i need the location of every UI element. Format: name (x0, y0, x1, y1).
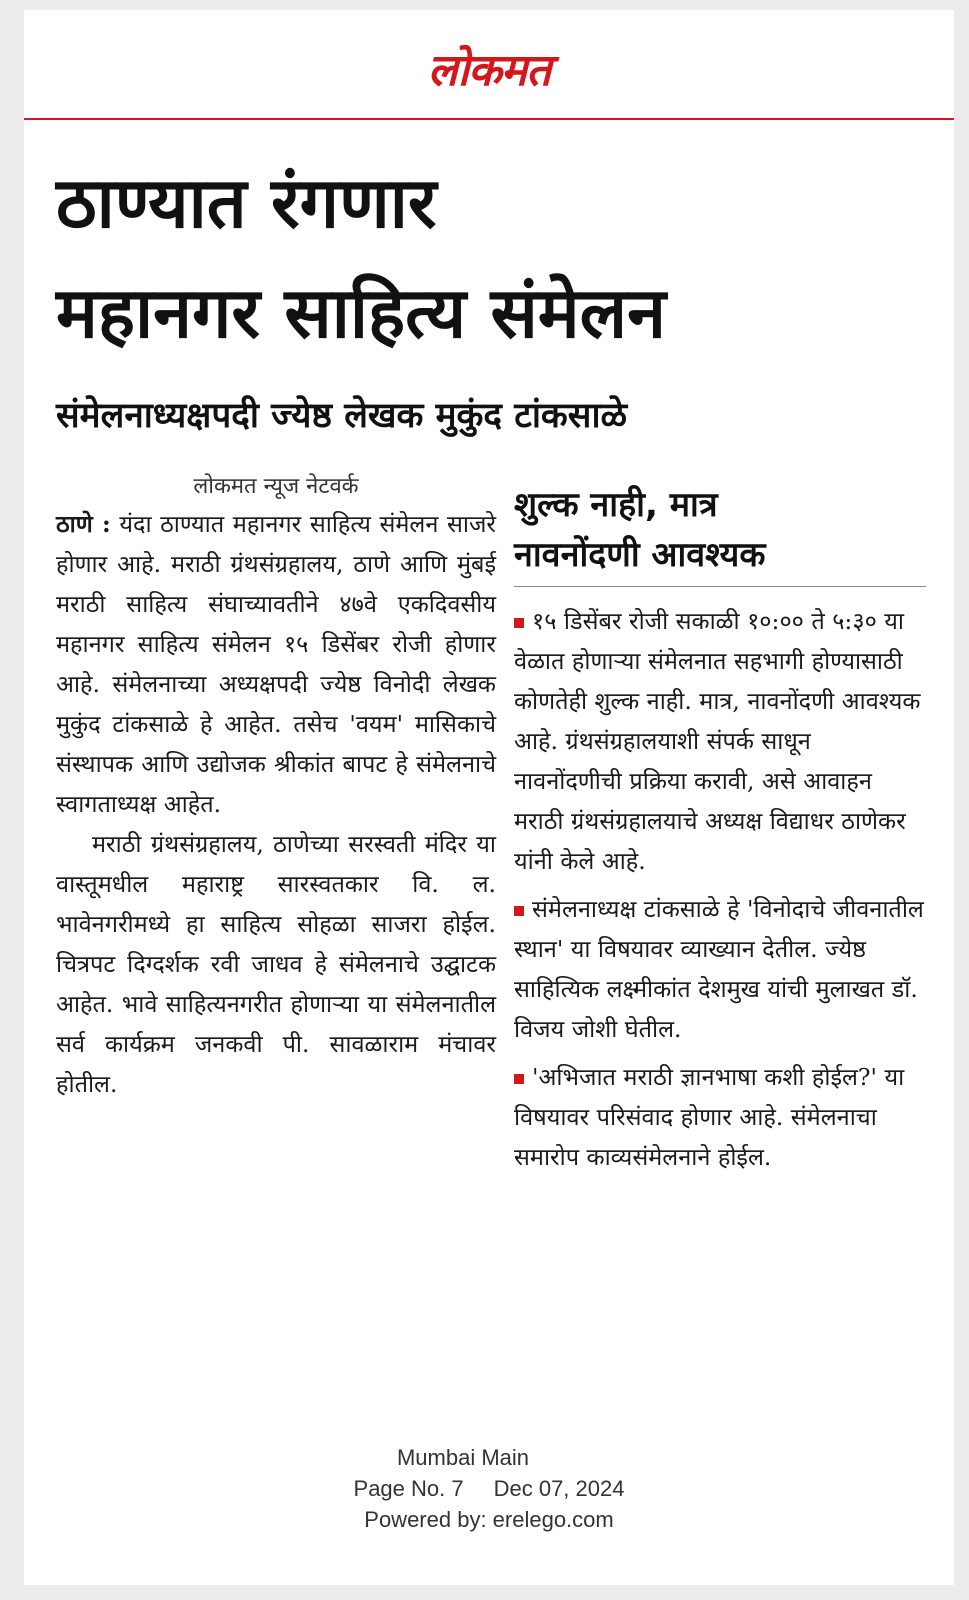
article-paragraph-1 (56, 504, 496, 824)
info-bullet: संमेलनाध्यक्ष टांकसाळे हे 'विनोदाचे जीवनातील स्थान' या विषयावर व्याख्यान देतील. ज्येष्ठ साहित्यिक लक्ष्मीकांत देशमुख यांची मुलाखत डॉ. विजय जोशी घेतील. (514, 895, 924, 1043)
dateline: ठाणे : (56, 510, 111, 538)
headline (56, 148, 936, 368)
masthead-divider (24, 118, 954, 120)
info-bullet: १५ डिसेंबर रोजी सकाळी १०:०० ते ५:३० या वेळात होणाऱ्या संमेलनात सहभागी होण्यासाठी कोणतेही शुल्क नाही. मात्र, नावनोंदणी आवश्यक आहे. ग्रंथसंग्रहालयाशी संपर्क साधून नावनोंदणीची प्रक्रिया करावी, असे आवाहन मराठी ग्रंथसंग्रहालयाचे अध्यक्ष विद्याधर ठाणेकर यांनी केले आहे. (514, 607, 921, 875)
newspaper-clipping (24, 10, 954, 1585)
lokmat-logo: लोकमत (427, 45, 551, 96)
article-paragraph-2: मराठी ग्रंथसंग्रहालय, ठाणेच्या सरस्वती मंदिर या वास्तूमधील महाराष्ट्र सारस्वतकार वि. ल. भावेनगरीमध्ये हा साहित्य सोहळा साजरा होईल. चित्रपट दिग्दर्शक रवी जाधव हे संमेलनाचे उद्घाटक आहेत. भावे साहित्यनगरीत होणाऱ्या या संमेलनातील सर्व कार्यक्रम जनकवी पी. सावळाराम मंचावर होतील. (56, 830, 496, 1098)
info-box-heading (514, 480, 926, 587)
clipping-footer (24, 1442, 954, 1535)
info-box (514, 480, 926, 1185)
subheadline: संमेलनाध्यक्षपदी ज्येष्ठ लेखक मुकुंद टांकसाळे (56, 396, 628, 436)
powered-by: Powered by: erelego.com (364, 1507, 614, 1532)
headline-line-1: ठाण्यात रंगणार (56, 162, 437, 244)
info-box-heading-line-2: नावनोंदणी आवश्यक (514, 535, 766, 575)
article-body-column (56, 470, 496, 1104)
byline: लोकमत न्यूज नेटवर्क (193, 474, 359, 499)
edition-name: Mumbai Main (396, 1445, 530, 1470)
headline-line-2: महानगर साहित्य संमेलन (56, 272, 666, 354)
page-and-date (24, 1473, 954, 1504)
paragraph-1-text: यंदा ठाण्यात महानगर साहित्य संमेलन साजरे होणार आहे. मराठी ग्रंथसंग्रहालय, ठाणे आणि मुंबई मराठी साहित्य संघाच्यावतीने ४७वे एकदिवसीय महानगर साहित्य संमेलन १५ डिसेंबर रोजी होणार आहे. संमेलनाच्या अध्यक्षपदी ज्येष्ठ विनोदी लेखक मुकुंद टांकसाळे हे आहेत. तसेच 'वयम' मासिकाचे संस्थापक आणि उद्योजक श्रीकांत बापट हे संमेलनाचे स्वागताध्यक्ष आहेत. (56, 510, 496, 818)
info-box-list (514, 601, 926, 1177)
bullet-square-icon (514, 618, 524, 628)
info-box-heading-line-1: शुल्क नाही, मात्र (514, 485, 718, 525)
bullet-square-icon (514, 906, 524, 916)
masthead (24, 10, 954, 118)
page-number: Page No. 7 (353, 1476, 464, 1501)
publish-date: Dec 07, 2024 (493, 1476, 625, 1501)
info-bullet: 'अभिजात मराठी ज्ञानभाषा कशी होईल?' या विषयावर परिसंवाद होणार आहे. संमेलनाचा समारोप काव्यसंमेलनाने होईल. (514, 1063, 905, 1171)
bullet-square-icon (514, 1074, 524, 1084)
